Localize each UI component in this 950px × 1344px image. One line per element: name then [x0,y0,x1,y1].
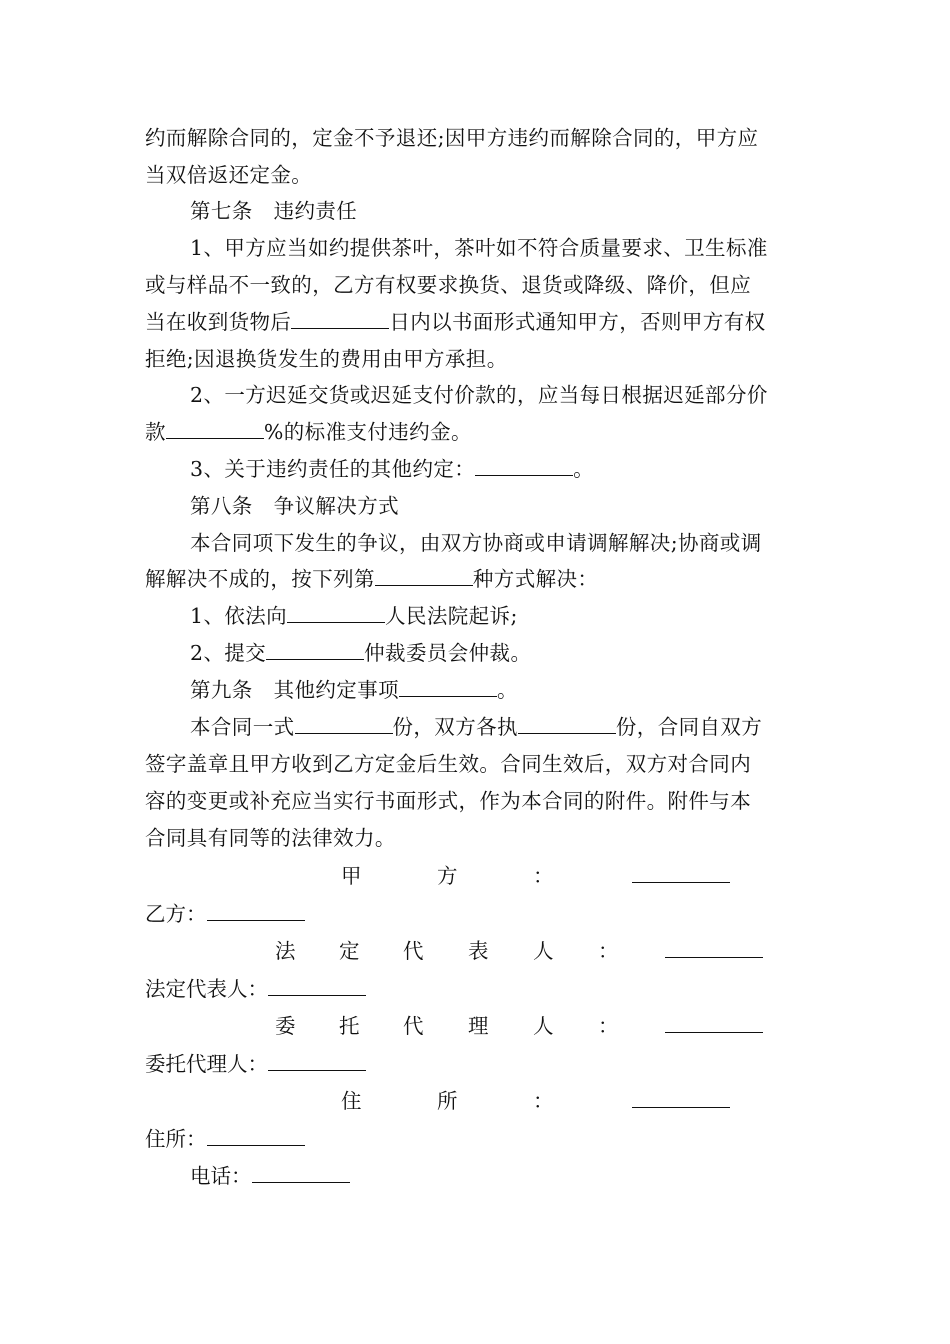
fill-in-blank [665,1013,763,1039]
paragraph-line: 2、提交 仲裁委员会仲裁。 [190,641,532,665]
paragraph-line: 合同具有同等的法律效力。 [145,826,396,850]
paragraph-line: 款 %的标准支付违约金。 [145,420,472,444]
phone-line: 电话： [190,1163,350,1189]
sig-char: ： [598,1014,619,1038]
fill-in-blank [665,938,763,964]
agent-b-line: 委托代理人： [145,1051,366,1077]
legal-rep-b-line: 法定代表人： [145,976,366,1002]
paragraph-line: 解解决不成的，按下列第 种方式解决： [145,567,599,591]
paragraph-line: 或与样品不一致的，乙方有权要求换货、退货或降级、降价，但应 [145,273,752,297]
sig-char: ： [533,1089,554,1113]
fill-in-blank [632,1088,730,1114]
fill-in-blank [268,977,366,996]
fill-in-blank [268,1052,366,1071]
sig-char: 理 [468,1014,489,1038]
fill-in-blank [287,604,385,623]
fill-in-blank [295,715,393,734]
party-b-line: 乙方： [145,901,305,927]
fill-in-blank [252,1164,350,1183]
sig-char: 法 [275,939,296,963]
fill-in-blank [399,678,497,697]
sig-char: 委 [275,1014,296,1038]
paragraph-line: 本合同一式 份，双方各执 份，合同自双方 [190,715,763,739]
article-8-heading: 第八条 争议解决方式 [190,494,399,518]
sig-char: 托 [339,1014,360,1038]
sig-char: 代 [403,1014,424,1038]
paragraph-line: 2、一方迟延交货或迟延支付价款的，应当每日根据迟延部分价 [190,383,768,407]
fill-in-blank [266,641,364,660]
sig-char: 人 [533,939,554,963]
sig-char: 代 [403,939,424,963]
article-7-heading: 第七条 违约责任 [190,199,358,223]
paragraph-line: 本合同项下发生的争议，由双方协商或申请调解解决;协商或调 [190,531,762,555]
paragraph-line: 当在收到货物后 日内以书面形式通知甲方，否则甲方有权 [145,310,766,334]
sig-char: 表 [468,939,489,963]
paragraph-line: 1、甲方应当如约提供茶叶，茶叶如不符合质量要求、卫生标准 [190,236,768,260]
fill-in-blank [375,567,473,586]
sig-char: 所 [437,1089,458,1113]
sig-char: ： [598,939,619,963]
address-b-line: 住所： [145,1126,305,1152]
fill-in-blank [632,863,730,889]
fill-in-blank [207,1127,305,1146]
sig-char: 住 [341,1089,362,1113]
article-9-heading: 第九条 其他约定事项 。 [190,678,518,702]
sig-char: 人 [533,1014,554,1038]
paragraph-line: 3、关于违约责任的其他约定： 。 [190,457,595,481]
paragraph-line: 拒绝;因退换货发生的费用由甲方承担。 [145,347,508,371]
fill-in-blank [166,420,264,439]
paragraph-line: 约而解除合同的，定金不予退还;因甲方违约而解除合同的，甲方应 [145,126,759,150]
sig-char: 方 [437,864,458,888]
paragraph-line: 当双倍返还定金。 [145,163,313,187]
paragraph-line: 1、依法向 人民法院起诉; [190,604,518,628]
sig-char: ： [533,864,554,888]
sig-char: 甲 [341,864,362,888]
fill-in-blank [518,715,616,734]
fill-in-blank [291,310,389,329]
paragraph-line: 签字盖章且甲方收到乙方定金后生效。合同生效后，双方对合同内 [145,752,752,776]
fill-in-blank [207,902,305,921]
sig-char: 定 [339,939,360,963]
fill-in-blank [475,457,573,476]
paragraph-line: 容的变更或补充应当实行书面形式，作为本合同的附件。附件与本 [145,789,752,813]
